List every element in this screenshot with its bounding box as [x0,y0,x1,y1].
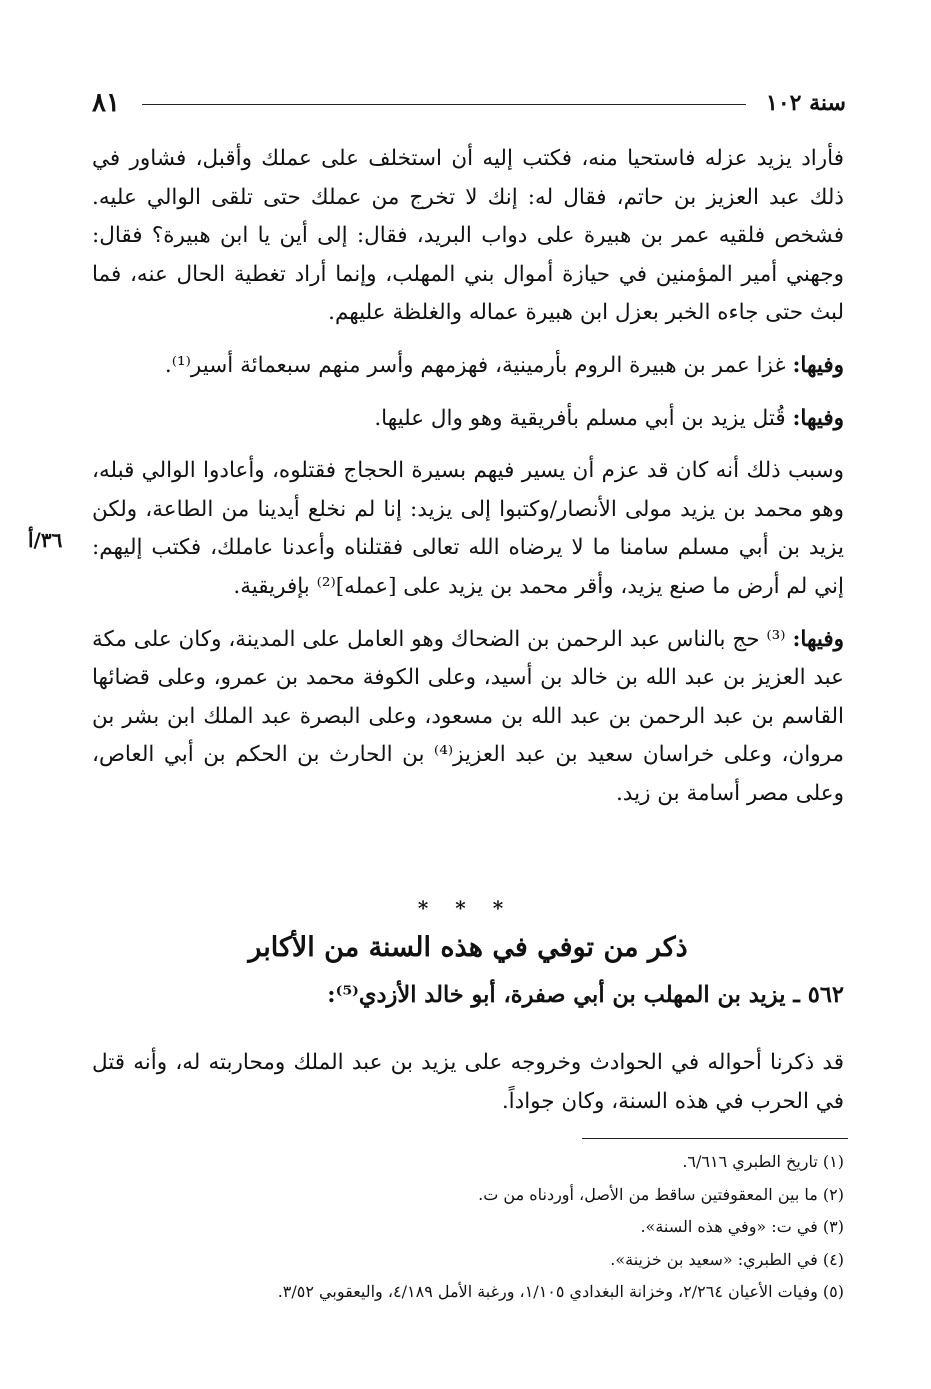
footnotes [92,1146,844,1309]
paragraph-3-text: قُتل يزيد بن أبي مسلم بأفريقية وهو وال عليها. [374,405,793,431]
main-text [92,140,844,814]
year-label: سنة ١٠٢ [766,90,846,116]
footnote-rule [582,1138,848,1139]
footnote-4: (٤) في الطبري: «سعيد بن خزينة». [610,1249,844,1269]
paragraph-2-text: غزا عمر بن هبيرة الروم بأرمينية، فهزمهم وأسر منهم سبعمائة أسير⁽¹⁾. [164,352,793,378]
biography-entry-text: قد ذكرنا أحواله في الحوادث وخروجه على يزيد بن عبد الملك ومحاربته له، وأنه قتل في الحرب في هذه السنة، وكان جواداً. [92,1050,844,1114]
footnote-3: (٣) في ت: «وفي هذه السنة». [640,1217,844,1237]
paragraph-2 [92,347,844,386]
paragraph-3 [92,400,844,439]
running-header [92,88,846,122]
keyword-fiha: وفيها: [792,352,844,378]
footnote-5: (٥) وفيات الأعيان ٢/٢٦٤، وخزانة البغدادي ١/١٠٥، ورغبة الأمل ٤/١٨٩، واليعقوبي ٣/٥٢. [277,1282,844,1302]
paragraph-4: وسبب ذلك أنه كان قد عزم أن يسير فيهم بسيرة الحجاج فقتلوه، وأعادوا الوالي قبله، وهو محمد بن يزيد مولى الأنصار/وكتبوا إلى يزيد: إنا لم نخلع أيدينا من الطاعة، ولكن يزيد بن أبي مسلم سامنا ما لا يرضاه الله تعالى فقتلناه وأعدنا عاملك، فكتب إليهم: إني لم أرض ما صنع يزيد، وأقر محمد بن يزيد على [عمله]⁽²⁾ بإفريقية. [92,458,844,599]
paragraph-5 [92,621,844,814]
paragraph-5-text: ⁽³⁾ حج بالناس عبد الرحمن بن الضحاك وهو العامل على المدينة، وكان على مكة عبد العزيز بن عبد الله بن خالد بن أسيد، وعلى الكوفة محمد بن عمرو، وعلى قضائها القاسم بن عبد الرحمن بن عبد الله بن مسعود، وعلى البصرة عبد الملك ابن بشر بن مروان، وعلى خراسان سعيد بن عبد العزيز⁽⁴⁾ بن الحارث بن الحكم بن أبي العاص، وعلى مصر أسامة بن زيد. [92,626,845,806]
footnote-2: (٢) ما بين المعقوفتين ساقط من الأصل، أوردناه من ت. [478,1184,844,1204]
manuscript-folio-note: ٣٦/أ [28,528,63,552]
page-number: ٨١ [92,88,120,118]
footnote-1: (١) تاريخ الطبري ٦/٦١٦. [682,1152,844,1171]
biography-entry-title: ٥٦٢ ـ يزيد بن المهلب بن أبي صفرة، أبو خالد الأزدي⁽⁵⁾: [327,982,844,1008]
section-heading: ذكر من توفي في هذه السنة من الأكابر [248,932,688,963]
keyword-fiha: وفيها: [792,626,844,652]
keyword-fiha: وفيها: [792,405,844,431]
section-separator: * * * [417,896,514,920]
header-rule [142,104,746,105]
paragraph-1: فأراد يزيد عزله فاستحيا منه، فكتب إليه أن استخلف على عملك وأقبل، فشاور في ذلك عبد العزيز بن حاتم، فقال له: إنك لا تخرج من عملك حتى تلقى الوالي عليه. فشخص فلقيه عمر بن هبيرة على دواب البريد، فقال: إلى أين يا ابن هبيرة؟ فقال: وجهني أمير المؤمنين في حيازة أموال بني المهلب، وإنما أراد تغطية الحال عنه، فما لبث حتى جاءه الخبر بعزل ابن هبيرة عماله والغلظة عليهم. [92,146,844,326]
